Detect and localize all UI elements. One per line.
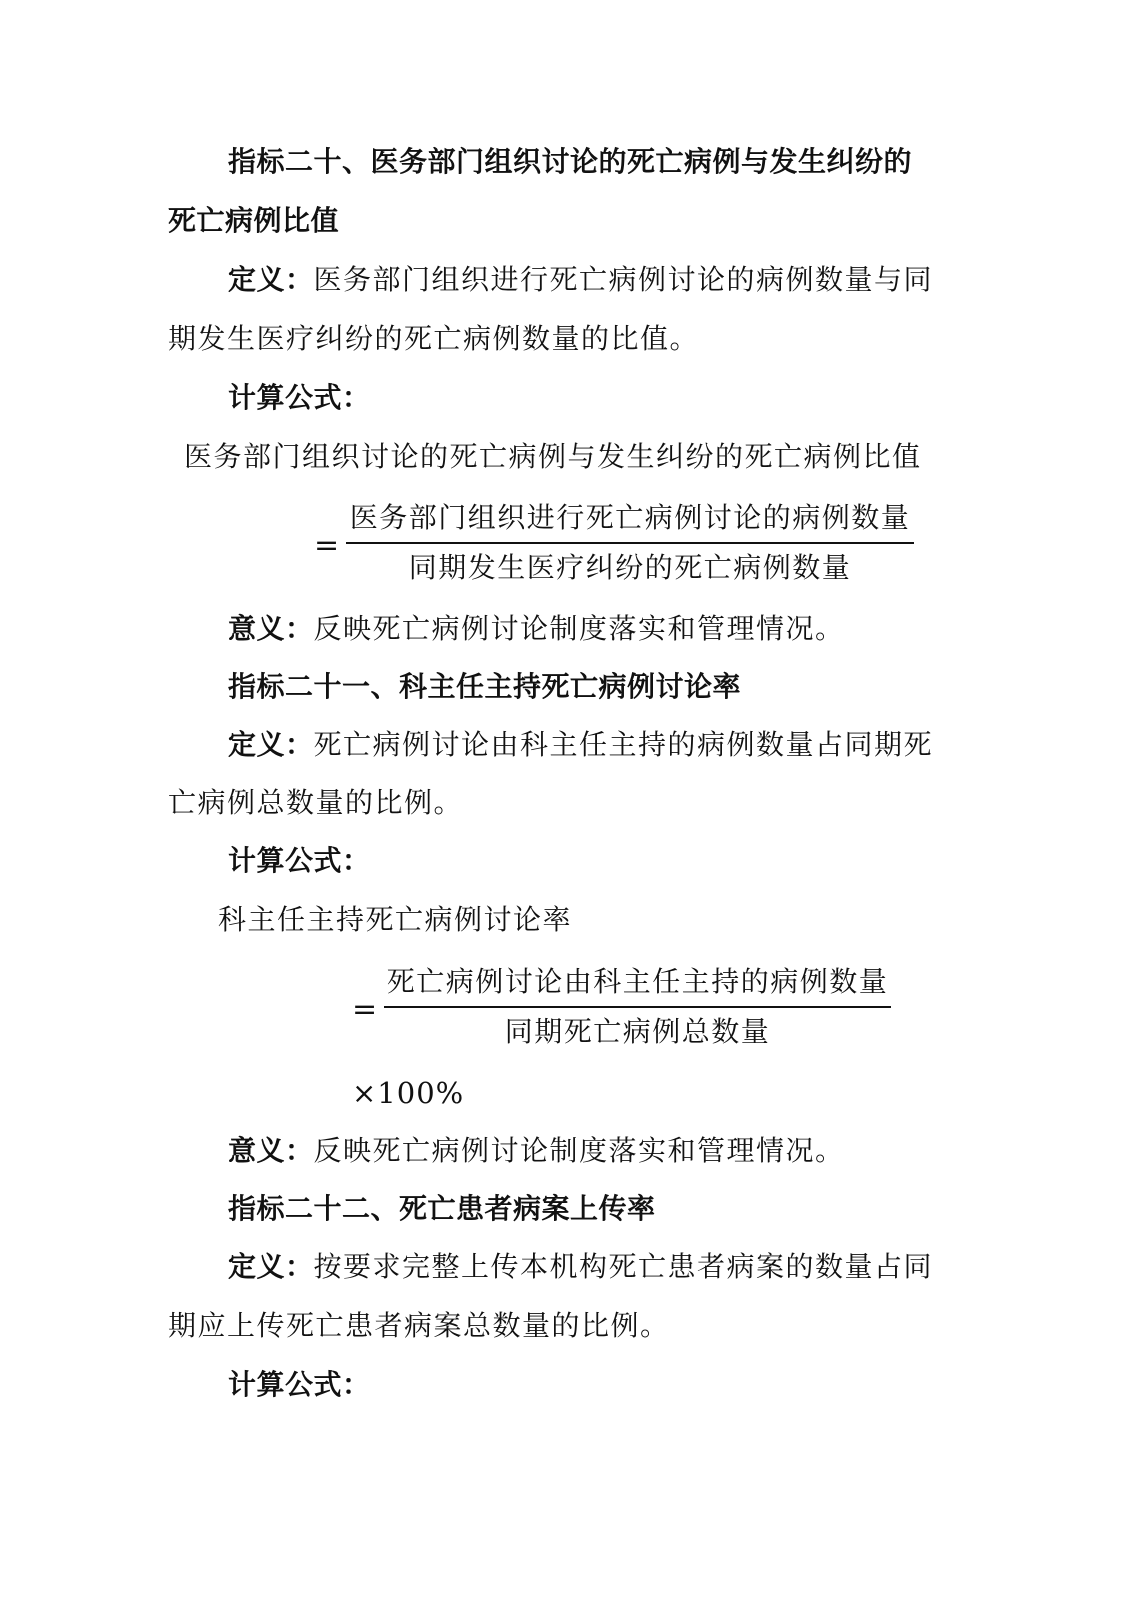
definition-20-cont: 期发生医疗纠纷的死亡病例数量的比值。 — [168, 322, 700, 355]
multiplier-21: ×100% — [352, 1076, 465, 1110]
fraction-bar-21 — [384, 1006, 891, 1008]
equals-sign-20: = — [314, 528, 340, 563]
definition-text: 按要求完整上传本机构死亡患者病案的数量占同 — [313, 1250, 934, 1283]
definition-22 — [228, 1247, 933, 1287]
fraction-21 — [384, 962, 891, 1054]
formula-name-21: 科主任主持死亡病例讨论率 — [218, 903, 573, 936]
formula-label-20: 计算公式： — [228, 381, 371, 414]
definition-label: 定义： — [228, 1250, 314, 1283]
meaning-21 — [228, 1131, 845, 1171]
meaning-20 — [228, 609, 845, 649]
fraction-bar-20 — [346, 542, 914, 544]
heading-indicator-22: 指标二十二、死亡患者病案上传率 — [228, 1192, 656, 1225]
denominator-21: 同期死亡病例总数量 — [504, 1015, 771, 1048]
heading-indicator-20-cont: 死亡病例比值 — [168, 204, 340, 237]
meaning-label: 意义： — [228, 612, 314, 645]
numerator-21: 死亡病例讨论由科主任主持的病例数量 — [386, 965, 889, 998]
fraction-20 — [346, 498, 914, 590]
meaning-text: 反映死亡病例讨论制度落实和管理情况。 — [313, 1134, 845, 1167]
definition-21-cont: 亡病例总数量的比例。 — [168, 786, 464, 819]
formula-label-21: 计算公式： — [228, 844, 371, 877]
definition-text: 医务部门组织进行死亡病例讨论的病例数量与同 — [313, 263, 934, 296]
definition-label: 定义： — [228, 728, 314, 761]
definition-label: 定义： — [228, 263, 314, 296]
denominator-20: 同期发生医疗纠纷的死亡病例数量 — [408, 551, 852, 584]
equals-sign-21: = — [352, 992, 378, 1027]
definition-20 — [228, 260, 933, 300]
definition-text: 死亡病例讨论由科主任主持的病例数量占同期死 — [313, 728, 934, 761]
numerator-20: 医务部门组织进行死亡病例讨论的病例数量 — [349, 501, 911, 534]
definition-22-cont: 期应上传死亡患者病案总数量的比例。 — [168, 1309, 670, 1342]
formula-name-20: 医务部门组织讨论的死亡病例与发生纠纷的死亡病例比值 — [184, 440, 922, 473]
heading-indicator-21: 指标二十一、科主任主持死亡病例讨论率 — [228, 670, 742, 703]
definition-21 — [228, 725, 933, 765]
heading-indicator-20: 指标二十、医务部门组织讨论的死亡病例与发生纠纷的 — [228, 145, 913, 178]
meaning-text: 反映死亡病例讨论制度落实和管理情况。 — [313, 612, 845, 645]
meaning-label: 意义： — [228, 1134, 314, 1167]
formula-label-22: 计算公式： — [228, 1368, 371, 1401]
